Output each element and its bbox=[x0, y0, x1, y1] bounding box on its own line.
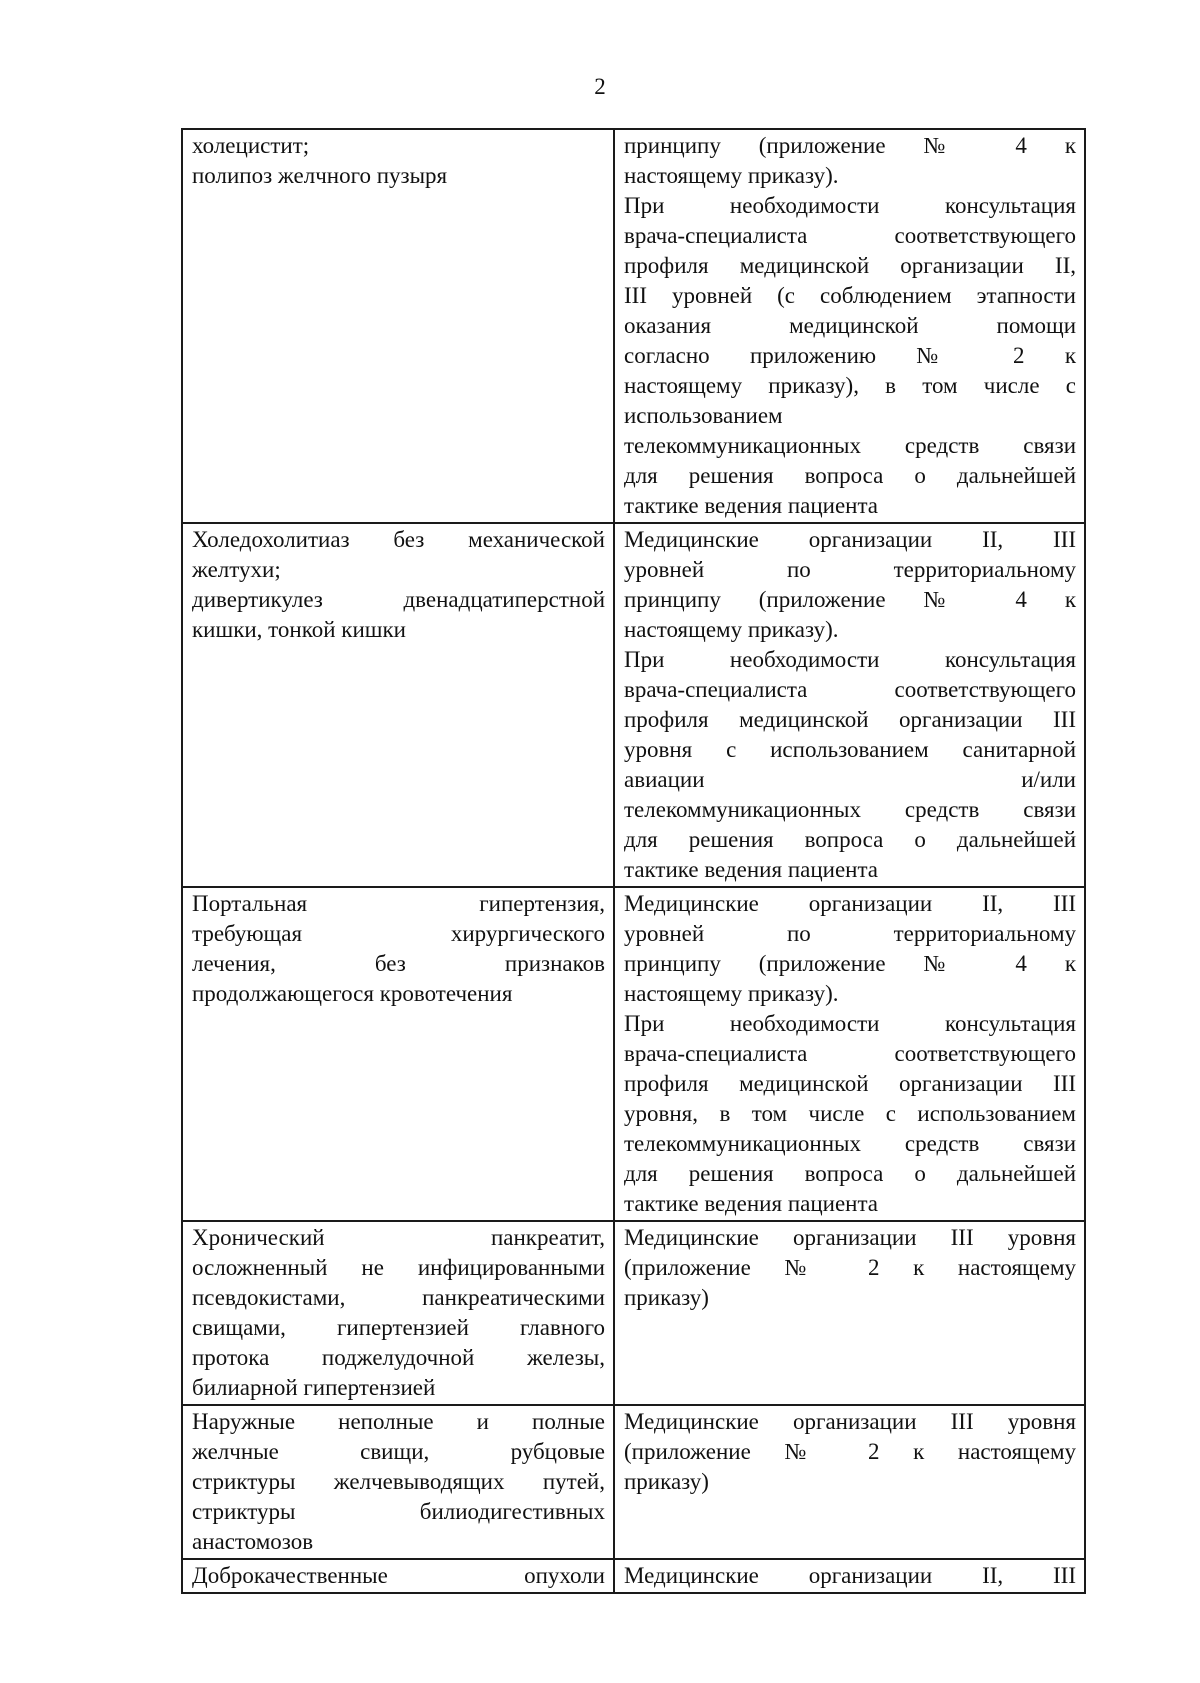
text-line: для решения вопроса о дальнейшей bbox=[624, 1161, 1076, 1186]
organization-cell bbox=[614, 1221, 1085, 1405]
text-line: Медицинские организации II, III bbox=[624, 1563, 1076, 1588]
text-line: тактике ведения пациента bbox=[624, 1191, 879, 1216]
condition-cell bbox=[182, 523, 614, 887]
text-line: Медицинские организации III уровня bbox=[624, 1409, 1076, 1434]
text-line: для решения вопроса о дальнейшей bbox=[624, 827, 1076, 852]
table-row bbox=[182, 1405, 1085, 1559]
text-line: осложненный не инфицированными bbox=[192, 1255, 605, 1280]
text-line: использованием bbox=[624, 403, 783, 428]
text-line: стриктуры билиодигестивных bbox=[192, 1499, 605, 1524]
organization-cell bbox=[614, 523, 1085, 887]
organization-cell bbox=[614, 129, 1085, 523]
text-line: Медицинские организации II, III bbox=[624, 891, 1076, 916]
condition-cell bbox=[182, 887, 614, 1221]
text-line: врача-специалиста соответствующего bbox=[624, 223, 1076, 248]
text-line: свищами, гипертензией главного bbox=[192, 1315, 605, 1340]
text-line: оказания медицинской помощи bbox=[624, 313, 1076, 338]
text-line: принципу (приложение № 4 к bbox=[624, 133, 1076, 158]
text-line: авиации и/или bbox=[624, 767, 1076, 792]
organization-cell bbox=[614, 1559, 1085, 1593]
organization-cell bbox=[614, 887, 1085, 1221]
text-line: настоящему приказу). bbox=[624, 617, 839, 642]
organization-cell bbox=[614, 1405, 1085, 1559]
text-line: настоящему приказу). bbox=[624, 981, 839, 1006]
text-line: уровня, в том числе с использованием bbox=[624, 1101, 1076, 1126]
text-line: уровней по территориальному bbox=[624, 557, 1076, 582]
table-row bbox=[182, 887, 1085, 1221]
text-line: (приложение № 2 к настоящему bbox=[624, 1255, 1076, 1280]
text-line: Доброкачественные опухоли bbox=[192, 1563, 605, 1588]
text-line: телекоммуникационных средств связи bbox=[624, 433, 1076, 458]
text-line: продолжающегося кровотечения bbox=[192, 981, 513, 1006]
condition-cell bbox=[182, 1405, 614, 1559]
table-row bbox=[182, 129, 1085, 523]
text-line: профиля медицинской организации III bbox=[624, 1071, 1076, 1096]
text-line: полипоз желчного пузыря bbox=[192, 163, 448, 188]
condition-cell bbox=[182, 1559, 614, 1593]
page-number: 2 bbox=[594, 74, 606, 99]
text-line: уровней по территориальному bbox=[624, 921, 1076, 946]
table-row bbox=[182, 1221, 1085, 1405]
text-line: настоящему приказу). bbox=[624, 163, 839, 188]
text-line: приказу) bbox=[624, 1469, 709, 1494]
text-line: Медицинские организации III уровня bbox=[624, 1225, 1076, 1250]
text-line: Портальная гипертензия, bbox=[192, 891, 605, 916]
text-line: псевдокистами, панкреатическими bbox=[192, 1285, 605, 1310]
text-line: дивертикулез двенадцатиперстной bbox=[192, 587, 605, 612]
text-line: Медицинские организации II, III bbox=[624, 527, 1076, 552]
text-line: желтухи; bbox=[192, 557, 281, 582]
text-line: врача-специалиста соответствующего bbox=[624, 1041, 1076, 1066]
table-row bbox=[182, 523, 1085, 887]
text-line: профиля медицинской организации II, bbox=[624, 253, 1076, 278]
table-row bbox=[182, 1559, 1085, 1593]
text-line: для решения вопроса о дальнейшей bbox=[624, 463, 1076, 488]
text-line: протока поджелудочной железы, bbox=[192, 1345, 605, 1370]
text-line: III уровней (с соблюдением этапности bbox=[624, 283, 1076, 308]
text-line: При необходимости консультация bbox=[624, 1011, 1076, 1036]
text-line: Наружные неполные и полные bbox=[192, 1409, 605, 1434]
text-line: принципу (приложение № 4 к bbox=[624, 951, 1076, 976]
text-line: уровня с использованием санитарной bbox=[624, 737, 1076, 762]
text-line: принципу (приложение № 4 к bbox=[624, 587, 1076, 612]
text-line: При необходимости консультация bbox=[624, 647, 1076, 672]
text-line: тактике ведения пациента bbox=[624, 857, 879, 882]
text-line: Хронический панкреатит, bbox=[192, 1225, 605, 1250]
text-line: телекоммуникационных средств связи bbox=[624, 797, 1076, 822]
table-body bbox=[182, 129, 1085, 1593]
text-line: согласно приложению № 2 к bbox=[624, 343, 1076, 368]
text-line: анастомозов bbox=[192, 1529, 314, 1554]
text-line: лечения, без признаков bbox=[192, 951, 605, 976]
text-line: приказу) bbox=[624, 1285, 709, 1310]
text-line: тактике ведения пациента bbox=[624, 493, 879, 518]
condition-cell bbox=[182, 1221, 614, 1405]
text-line: При необходимости консультация bbox=[624, 193, 1076, 218]
text-line: холецистит; bbox=[192, 133, 310, 158]
text-line: желчные свищи, рубцовые bbox=[192, 1439, 605, 1464]
text-line: Холедохолитиаз без механической bbox=[192, 527, 605, 552]
text-line: кишки, тонкой кишки bbox=[192, 617, 406, 642]
text-line: требующая хирургического bbox=[192, 921, 605, 946]
text-line: настоящему приказу), в том числе с bbox=[624, 373, 1076, 398]
text-line: (приложение № 2 к настоящему bbox=[624, 1439, 1076, 1464]
routing-table bbox=[181, 128, 1086, 1594]
text-line: телекоммуникационных средств связи bbox=[624, 1131, 1076, 1156]
text-line: стриктуры желчевыводящих путей, bbox=[192, 1469, 605, 1494]
condition-cell bbox=[182, 129, 614, 523]
text-line: билиарной гипертензией bbox=[192, 1375, 436, 1400]
text-line: профиля медицинской организации III bbox=[624, 707, 1076, 732]
text-line: врача-специалиста соответствующего bbox=[624, 677, 1076, 702]
